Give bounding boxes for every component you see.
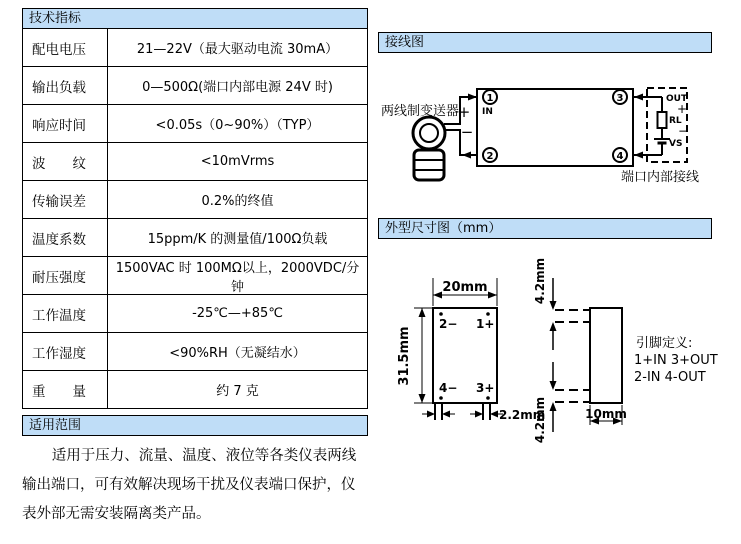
spec-value: <10mVrms — [200, 154, 275, 169]
application-section-title: 适用范围 — [22, 415, 368, 436]
table-row — [23, 219, 367, 257]
depth-dimension — [585, 405, 627, 425]
dimension-drawing — [378, 248, 738, 444]
spec-label: 温度系数 — [23, 219, 108, 256]
pin-4-label: 4− — [439, 381, 458, 395]
table-row — [23, 143, 367, 181]
spec-label: 工作温度 — [23, 295, 108, 332]
in-label: IN — [482, 107, 493, 117]
spec-label: 响应时间 — [23, 105, 108, 142]
spec-value: -25℃—+85℃ — [192, 306, 283, 321]
spec-label: 重 量 — [23, 371, 108, 408]
pin-definition — [634, 335, 718, 385]
spec-value: 15ppm/K 的测量值/100Ω负载 — [147, 232, 328, 247]
svg-text:31.5mm: 31.5mm — [397, 326, 412, 386]
spec-value: 0—500Ω(端口内部电源 24V 时) — [142, 80, 333, 95]
terminal-4-icon — [613, 148, 627, 162]
wiring-diagram — [378, 84, 740, 199]
spec-table-title: 技术指标 — [23, 9, 367, 29]
wiring-section-title: 接线图 — [378, 32, 712, 53]
table-row — [23, 29, 367, 67]
side-view-body — [590, 308, 622, 403]
svg-text:20mm: 20mm — [442, 280, 488, 295]
spec-label: 波 纹 — [23, 143, 108, 180]
internal-wiring-label: 端口内部接线 — [620, 170, 700, 185]
svg-text:1: 1 — [486, 93, 494, 104]
spec-label: 配电电压 — [23, 29, 108, 66]
out-label: OUT — [666, 94, 688, 104]
dimensions-section-title: 外型尺寸图（mm） — [378, 218, 712, 239]
terminal-2-icon — [483, 148, 497, 162]
table-row — [23, 295, 367, 333]
out-plus-sign: + — [677, 102, 688, 116]
height-dimension — [397, 308, 433, 403]
out-minus-sign: − — [678, 124, 689, 138]
spec-value: 0.2%的终值 — [201, 194, 274, 209]
svg-text:4.2mm: 4.2mm — [533, 396, 547, 444]
load-resistor-icon — [658, 112, 667, 128]
table-row — [23, 105, 367, 143]
width-dimension — [433, 278, 497, 306]
spec-value: 1500VAC 时 100MΩ以上，2000VDC/分钟 — [115, 260, 360, 295]
svg-text:4.2mm: 4.2mm — [533, 257, 547, 305]
terminal-1-icon — [483, 90, 497, 104]
table-row — [23, 333, 367, 371]
spec-label: 传输误差 — [23, 181, 108, 218]
pin-3-label: 3+ — [476, 381, 495, 395]
svg-text:3: 3 — [616, 93, 624, 104]
application-text — [22, 442, 374, 529]
pin-length-bottom-dimension — [533, 362, 557, 443]
pin-def-line1: 1+IN 3+OUT — [634, 353, 718, 368]
pin-def-line2: 2-IN 4-OUT — [634, 370, 706, 385]
front-view-pins — [435, 403, 490, 420]
spec-value: 21—22V（最大驱动电流 30mA） — [136, 42, 339, 57]
transmitter-icon — [413, 117, 445, 180]
spec-value: <0.05s（0~90%）（TYP） — [155, 118, 320, 133]
pin-markers — [439, 312, 494, 400]
spec-label: 输出负载 — [23, 67, 108, 104]
plus-sign: + — [457, 103, 471, 121]
module-body — [477, 89, 633, 166]
pin-2-label: 2− — [439, 317, 458, 331]
spec-label: 工作湿度 — [23, 333, 108, 370]
load-label: RL — [669, 116, 682, 126]
transmitter-label: 两线制变送器 — [381, 104, 460, 119]
side-view-pins — [555, 310, 590, 402]
output-wires — [633, 94, 670, 159]
spec-value: <90%RH（无凝结水） — [169, 346, 306, 361]
spec-value: 约 7 克 — [216, 384, 259, 399]
pin-1-label: 1+ — [476, 317, 495, 331]
application-line: 表外部无需安装隔离类产品。 — [22, 506, 211, 522]
pin-length-top-dimension — [533, 258, 557, 350]
spec-label: 耐压强度 — [23, 257, 108, 294]
svg-text:2.2mm: 2.2mm — [499, 408, 546, 422]
svg-text:4: 4 — [616, 151, 624, 162]
table-row — [23, 257, 367, 295]
application-line: 输出端口，可有效解决现场干扰及仪表端口保护，仪 — [22, 477, 356, 493]
table-row — [23, 181, 367, 219]
minus-sign: − — [460, 123, 474, 141]
spec-table — [22, 8, 368, 409]
table-row — [23, 67, 367, 105]
table-row — [23, 371, 367, 408]
pin-def-title: 引脚定义: — [636, 336, 693, 351]
source-label: VS — [669, 139, 683, 149]
terminal-3-icon — [613, 90, 627, 104]
svg-text:2: 2 — [486, 151, 494, 162]
svg-text:10mm: 10mm — [585, 407, 627, 421]
application-line: 适用于压力、流量、温度、液位等各类仪表两线 — [51, 448, 357, 464]
